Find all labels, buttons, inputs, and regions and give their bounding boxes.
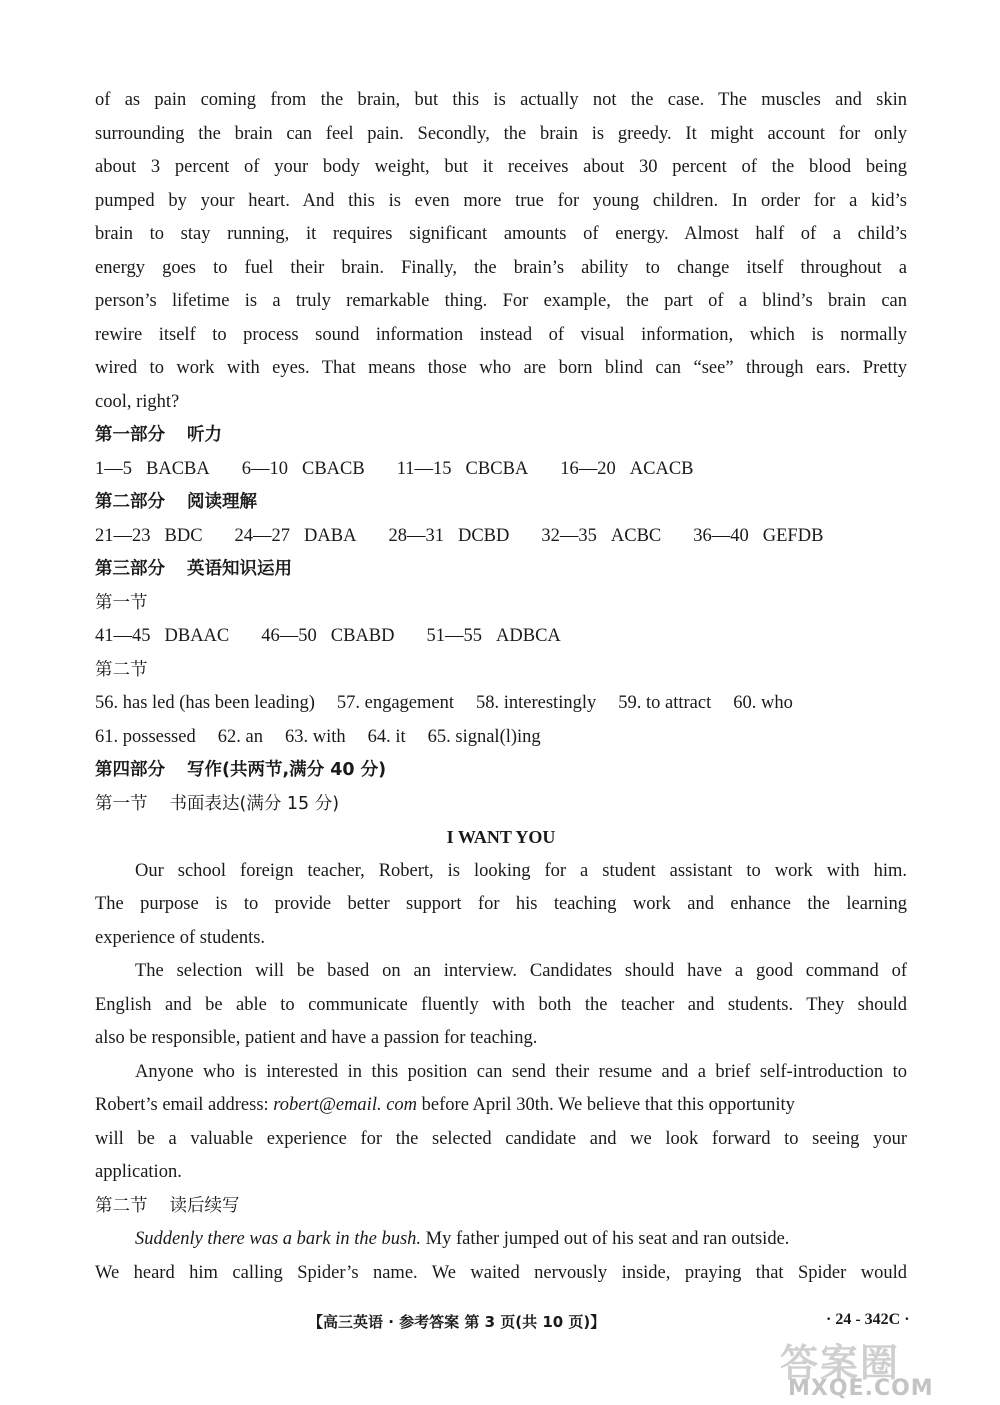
answer-letters: BDC <box>164 525 203 546</box>
answer-range: 11—15 <box>396 458 452 479</box>
passage-line: cool, right? <box>95 391 180 412</box>
watermark-text: 答案圈 <box>780 1341 901 1385</box>
answer-range: 24—27 <box>234 525 291 546</box>
part3-section1-answers <box>95 620 907 654</box>
part4-section2 <box>95 1190 907 1224</box>
part1-answers <box>95 453 907 487</box>
answer-letters: ADBCA <box>496 626 561 646</box>
essay-line: also be responsible, patient and have a passion for teaching. <box>95 1028 538 1048</box>
part3-section2-row1 <box>95 687 907 721</box>
essay-line: English and be able to communicate fluently with both the teacher and students. They should <box>95 994 907 1015</box>
part2-label: 第二部分 <box>95 492 165 512</box>
part3-label: 第三部分 <box>95 559 165 579</box>
answer-range: 41—45 <box>95 626 151 646</box>
fill-answer: 57. engagement <box>336 693 454 713</box>
continuation-text: My father jumped out of his seat and ran outside. <box>425 1229 790 1249</box>
essay-line: Our school foreign teacher, Robert, is looking for a student assistant to work with him. <box>135 860 907 881</box>
essay-line: Anyone who is interested in this position can send their resume and a brief self-introduction to <box>135 1061 907 1082</box>
essay-line-email <box>95 1089 907 1123</box>
answer-range: 28—31 <box>388 525 444 546</box>
part2-heading <box>95 486 907 520</box>
essay-line: The selection will be based on an interview. Candidates should have a good command of <box>135 961 907 981</box>
essay-line: The purpose is to provide better support for his teaching work and enhance the learning <box>95 894 907 914</box>
watermark-site: MXQE.COM <box>788 1376 934 1401</box>
footer-code: · 24 - 342C · <box>826 1311 910 1328</box>
part1-label: 第一部分 <box>95 425 165 445</box>
passage-line: pumped by your heart. And this is even more true for young children. In order for a kid’s <box>95 190 907 211</box>
part3-section2-label: 第二节 <box>95 659 148 680</box>
passage-line: person’s lifetime is a truly remarkable thing. For example, the part of a blind’s brain can <box>95 291 907 311</box>
answer-range: 6—10 <box>241 458 288 479</box>
answer-letters: DCBD <box>457 525 510 546</box>
passage-line: surrounding the brain can feel pain. Secondly, the brain is greedy. It might account for only <box>95 123 907 144</box>
part4-name: 写作(共两节,满分 40 分) <box>187 760 387 780</box>
answer-letters: GEFDB <box>762 525 824 546</box>
part4-section2-name: 读后续写 <box>169 1195 240 1216</box>
fill-answer: 60. who <box>733 693 793 713</box>
part2-answers <box>95 520 907 554</box>
part4-section2-label: 第二节 <box>95 1195 148 1216</box>
part1-heading <box>95 419 907 453</box>
essay-line: will be a valuable experience for the selected candidate and we look forward to seeing your <box>95 1128 907 1149</box>
answer-range: 46—50 <box>261 626 317 646</box>
continuation-line <box>95 1223 907 1257</box>
part3-section1-label: 第一节 <box>95 592 148 613</box>
answer-letters: ACACB <box>629 458 694 479</box>
answer-range: 16—20 <box>560 458 616 479</box>
passage-line: of as pain coming from the brain, but this is actually not the case. The muscles and skin <box>95 90 907 110</box>
answer-letters: CBACB <box>302 458 365 479</box>
answer-range: 32—35 <box>541 525 597 546</box>
email-suffix: before April 30th. We believe that this opportunity <box>421 1095 795 1115</box>
essay-title: I WANT YOU <box>446 827 556 847</box>
part4-section1-name: 书面表达(满分 15 分) <box>169 793 340 814</box>
part4-label: 第四部分 <box>95 760 165 780</box>
continuation-prompt: Suddenly there was a bark in the bush. <box>135 1229 422 1249</box>
part4-heading <box>95 754 907 788</box>
essay-line: application. <box>95 1162 182 1182</box>
answer-range: 21—23 <box>95 525 151 546</box>
passage-line: about 3 percent of your body weight, but it receives about 30 percent of the blood being <box>95 157 907 177</box>
fill-answer: 59. to attract <box>618 693 712 713</box>
part3-name: 英语知识运用 <box>187 559 292 579</box>
passage-line: rewire itself to process sound information instead of visual information, which is normally <box>95 324 907 345</box>
part2-name: 阅读理解 <box>187 492 257 512</box>
passage-line: energy goes to fuel their brain. Finally, the brain’s ability to change itself throughout a <box>95 257 907 278</box>
fill-answer: 61. possessed <box>95 726 196 747</box>
passage-line: brain to stay running, it requires significant amounts of energy. Almost half of a child’s <box>95 224 907 244</box>
answer-range: 36—40 <box>693 525 749 546</box>
continuation-line: We heard him calling Spider’s name. We waited nervously inside, praying that Spider would <box>95 1262 907 1283</box>
fill-answer: 65. signal(l)ing <box>427 726 541 747</box>
passage-line: wired to work with eyes. That means those who are born blind can “see” through ears. Pretty <box>95 358 907 378</box>
part3-section2-row2 <box>95 721 907 755</box>
essay-line: experience of students. <box>95 927 266 948</box>
part4-section1 <box>95 788 907 822</box>
part4-section1-label: 第一节 <box>95 793 148 814</box>
answer-letters: BACBA <box>146 458 210 479</box>
fill-answer: 62. an <box>217 726 263 747</box>
answer-key-page <box>95 84 907 1290</box>
fill-answer: 56. has led (has been leading) <box>95 693 315 713</box>
footer-title: 【高三英语 · 参考答案 第 3 页(共 10 页)】 <box>308 1313 606 1331</box>
email-prefix: Robert’s email address: <box>95 1095 269 1115</box>
answer-range: 51—55 <box>426 626 483 646</box>
watermark-logo <box>780 1340 990 1400</box>
fill-answer: 58. interestingly <box>476 693 597 713</box>
fill-answer: 64. it <box>367 726 406 747</box>
answer-letters: ACBC <box>610 525 662 546</box>
answer-letters: CBCBA <box>465 458 529 479</box>
email-address: robert@email. com <box>273 1095 418 1115</box>
answer-letters: CBABD <box>330 626 395 646</box>
answer-letters: DABA <box>304 525 357 546</box>
answer-letters: DBAAC <box>164 626 230 646</box>
part3-heading <box>95 553 907 587</box>
answer-range: 1—5 <box>95 458 132 479</box>
fill-answer: 63. with <box>284 726 346 747</box>
part1-name: 听力 <box>187 425 222 445</box>
